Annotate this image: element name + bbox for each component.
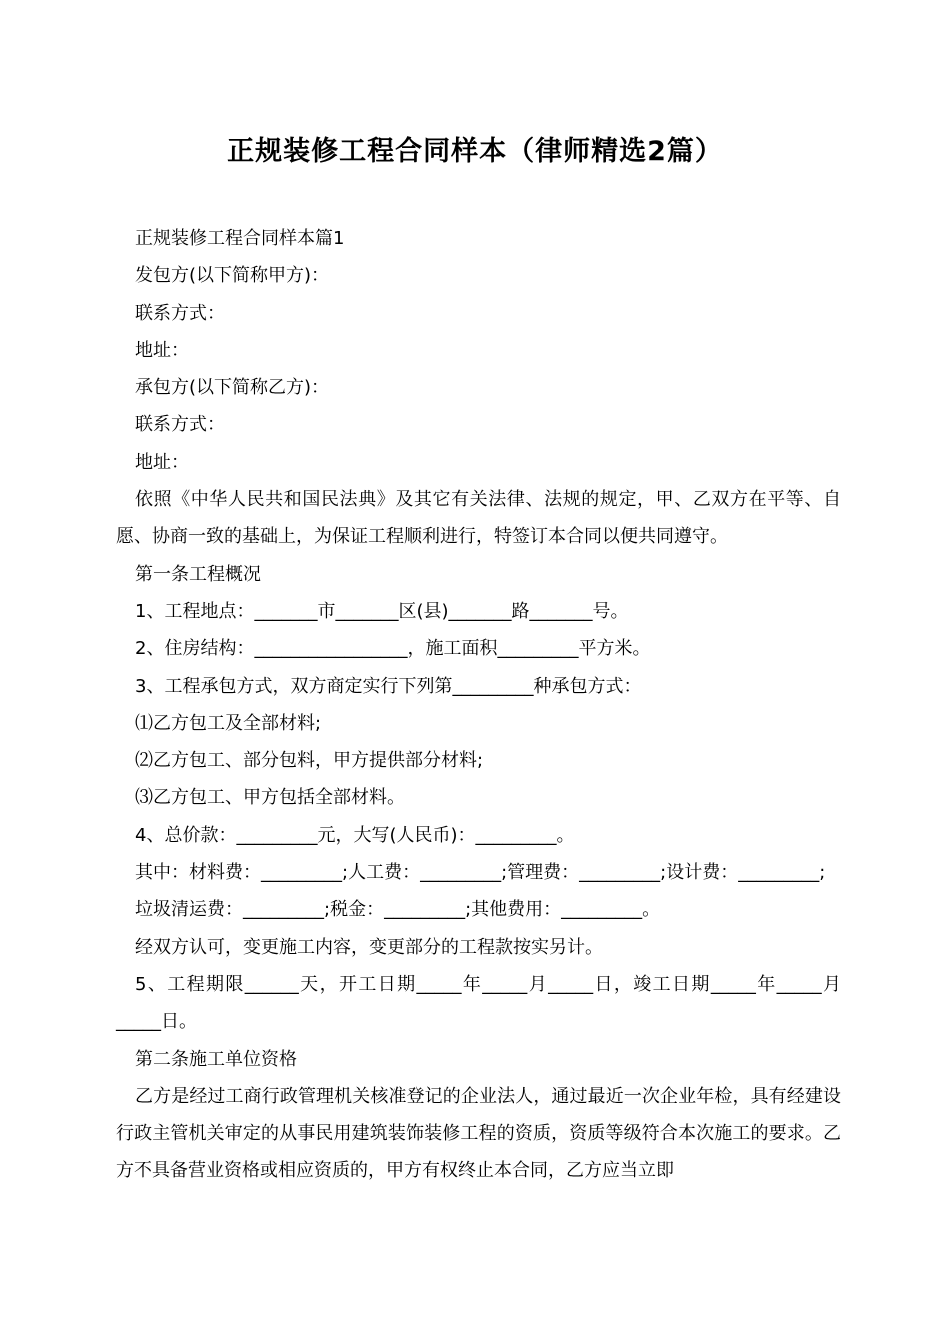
cost-breakdown-clause: 其中：材料费：_________;人工费：_________;管理费：_________;设计费：_________; bbox=[135, 862, 826, 884]
party-a-contact: 联系方式： bbox=[135, 302, 225, 324]
party-a-label: 发包方(以下简称甲方)： bbox=[135, 265, 330, 287]
contracting-option-2: ⑵乙方包工、部分包料，甲方提供部分材料; bbox=[135, 750, 484, 772]
change-clause: 经双方认可，变更施工内容，变更部分的工程款按实另计。 bbox=[135, 936, 603, 958]
project-period-clause: 5、工程期限______天，开工日期_____年_____月_____日，竣工日期_____年_____月_____日。 bbox=[116, 973, 841, 1033]
housing-structure-clause: 2、住房结构：_________________，施工面积_________平方米。 bbox=[135, 638, 651, 660]
other-costs-clause: 垃圾清运费：_________;税金：_________;其他费用：_________。 bbox=[135, 899, 661, 921]
party-b-label: 承包方(以下简称乙方)： bbox=[135, 377, 330, 399]
contracting-option-3: ⑶乙方包工、甲方包括全部材料。 bbox=[135, 787, 405, 809]
qualification-paragraph: 乙方是经过工商行政管理机关核准登记的企业法人，通过最近一次企业年检，具有经建设行政主管机关审定的从事民用建筑装饰装修工程的资质，资质等级符合本次施工的要求。乙方不具备营业资格或相应资质的，甲方有权终止本合同，乙方应当立即 bbox=[116, 1085, 841, 1182]
party-b-address: 地址： bbox=[135, 451, 189, 473]
contracting-option-1: ⑴乙方包工及全部材料; bbox=[135, 712, 322, 734]
party-b-contact: 联系方式： bbox=[135, 414, 225, 436]
preamble-paragraph: 依照《中华人民共和国民法典》及其它有关法律、法规的规定，甲、乙双方在平等、自愿、协商一致的基础上，为保证工程顺利进行，特签订本合同以便共同遵守。 bbox=[116, 489, 841, 548]
section-heading-part-1: 正规装修工程合同样本篇1 bbox=[135, 228, 345, 249]
project-location-clause: 1、工程地点：_______市_______区(县)_______路_______号。 bbox=[135, 600, 629, 622]
total-price-clause: 4、总价款：_________元，大写(人民币)：_________。 bbox=[135, 824, 575, 846]
document-title: 正规装修工程合同样本（律师精选2篇） bbox=[227, 136, 723, 167]
contracting-method-clause: 3、工程承包方式，双方商定实行下列第_________种承包方式： bbox=[135, 675, 642, 697]
document-body bbox=[116, 220, 841, 1190]
party-a-address: 地址： bbox=[135, 339, 189, 361]
article-1-heading: 第一条工程概况 bbox=[135, 563, 261, 585]
article-2-heading: 第二条施工单位资格 bbox=[135, 1048, 297, 1070]
